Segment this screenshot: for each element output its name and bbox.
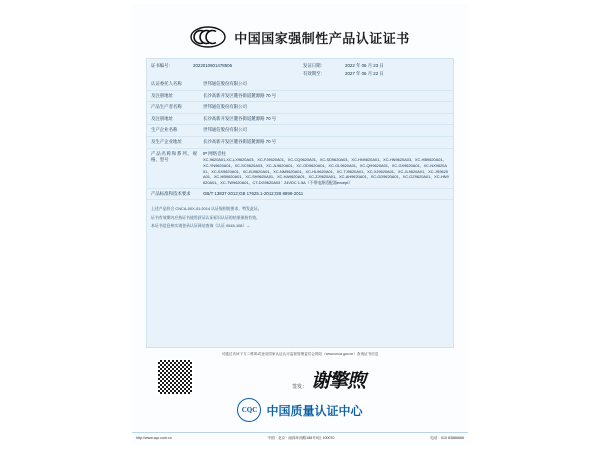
row-label: 产品生产者名称 [151,104,182,110]
row-label: 及生产企业地址 [151,139,182,145]
certificate-meta-row [147,59,453,79]
standards-value: GB/T 13837-2012;GB 17625.1-2012;GB 8898-2011 [203,190,304,196]
certificate-notes [147,200,453,236]
row-value: 长沙高新开发区麓谷街道麓源路 70 号 [203,92,277,98]
table-row [147,102,453,114]
cqc-branding [132,398,468,422]
ccc-mark-icon [190,26,226,48]
certificate-inner [132,4,468,446]
signature-text: 谢擎煦 [311,371,366,392]
product-name-label: 产品名称和系列、规格、型号 [151,150,197,163]
note-line: 本证书信息核实请登录认证网站查询（认证 0545-108）→ [151,223,251,229]
row-label: 及注册地址 [151,92,173,98]
standards-label: 产品标准和技术要求 [151,190,191,196]
table-row [147,91,453,103]
row-value: 世邦通信股份有限公司 [203,81,247,86]
product-name-text: IP 网络音柱 [203,150,226,156]
row-label: 生产企业名称 [151,127,178,133]
footer-website: http://www.cqc.com.cn [136,436,172,440]
expiry-date-value: 2027 年 06 月 22 日 [345,71,384,76]
cqc-logo-icon: CQC [237,398,261,422]
certificate-header [132,18,468,56]
certificate-number-value: 2022010801478506 [193,63,233,68]
footer-address: 中国 · 北京 · 南四环西路188号9区 100070 [267,436,335,440]
certificate-card [132,4,468,446]
row-value: 长沙高新开发区麓谷街道麓源路 70 号 [203,139,277,145]
qr-code-icon [157,359,193,395]
certificate-number-label: 证书编号： [151,63,173,68]
row-value: 长沙高新开发区麓谷街道麓源路 70 号 [203,115,277,121]
row-label: 认证委托人名称 [151,81,182,86]
standards-row [147,189,453,201]
issue-date-field [303,63,449,69]
cqc-name: 中国质量认证中心 [266,403,363,418]
row-value: 世邦通信股份有限公司 [203,104,247,110]
row-value: 世邦通信股份有限公司 [203,127,247,133]
certificate-footer [132,432,468,441]
product-models-text: XC-9620A01,XC-LX9620A03、XC-FJ9620A01、XC-CQ9620A01、XC-SD9620A03、XC-HN9620A01、XC-HN9620A03、XC-HB9620A01、XC-YN9620A01、XC-SC9620A03、XC-JL9620A01、XC-GD9620A01、XC-GL9620A01、XC-QH9620A01、XC-GX9620A01、XC-NX9620A01、XC-SX9620A01、XC-BJ9620A01、XC-NM9620A01、XC-HL9620A01、XC-TJ9620A01、XC-XJ9620A01、XC-JL9620A01、XC-JS9620A01、XC-HB9620A01、XC-SH9620A01、XC-HA9620A01、XC-ZJ9620A01、XC-AH9620A01、XC-GD9620A01、XC-GZ9620A01、XC-HN9620A01、XC-TW9620A01、CT-DG9620A03：24VDC 1.5A（不带电源适配器except） [203,157,449,185]
certificate-body [146,58,454,348]
note-line: 证书有效期内应持证书使用获证认证标识认证的结果保持有效。 [151,214,260,220]
table-row [147,125,453,137]
verify-note: 可通过访问下方二维码或登录国家认证认可监督管理委员会网站（www.cnca.gov.cn）查询证书信息 [221,352,379,356]
row-label: 及注册地址 [151,115,173,121]
expiry-date-label: 有效期至： [303,71,325,76]
table-row [147,114,453,126]
expiry-date-field [303,71,449,77]
footer-phone: 电话：010 83886666 [430,436,464,440]
page-title: 中国国家强制性产品认证证书 [234,30,410,46]
signature-area [292,366,365,393]
issue-date-value: 2022 年 06 月 23 日 [345,63,384,68]
table-row [147,79,453,91]
issue-date-label: 发证日期： [303,63,325,68]
table-row [147,137,453,149]
signature-label: 签发： [292,384,308,390]
note-line: 上述产品符合 CNCA-00X-01:2014 认证规则的要求，特发此证。 [151,206,262,212]
product-name-row [147,149,453,189]
product-name-value [199,149,453,188]
certificate-number-field [151,63,297,77]
